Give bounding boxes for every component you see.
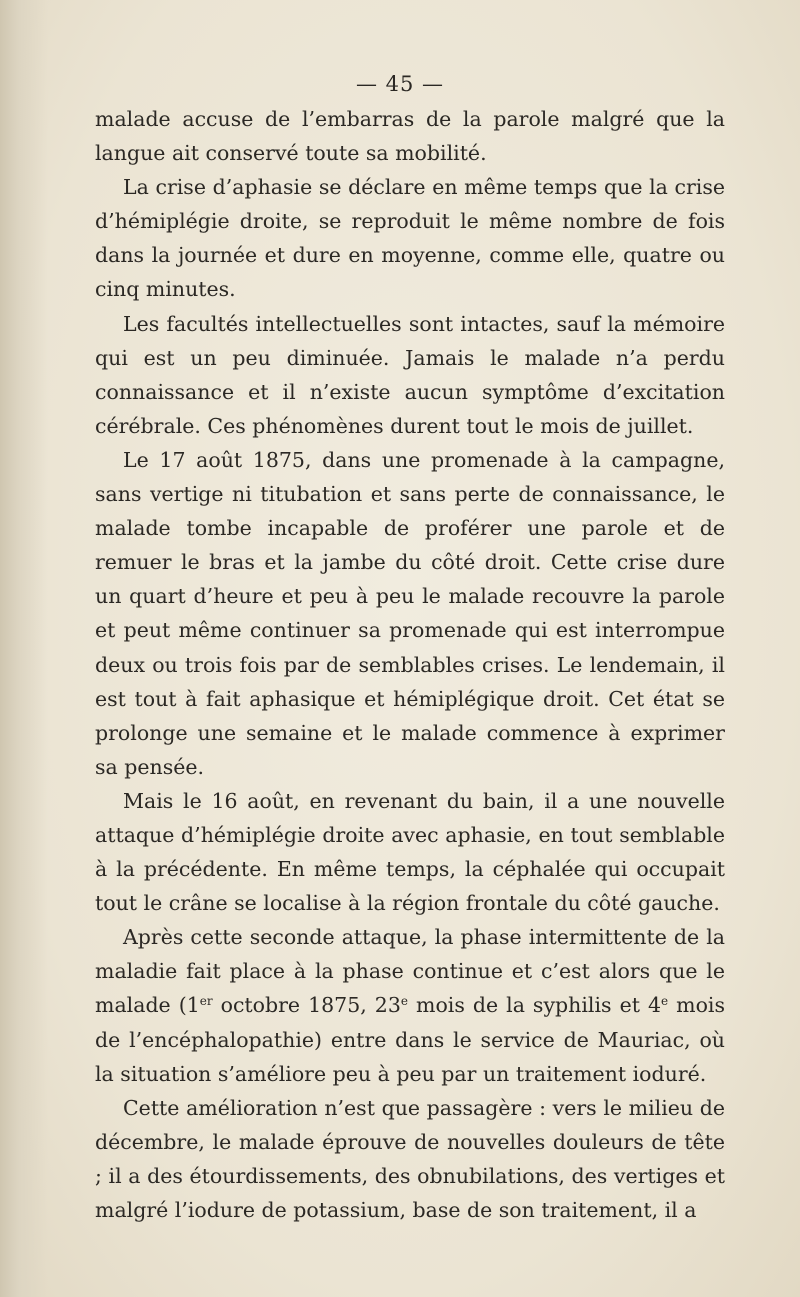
- p6-sup-e1: e: [400, 994, 408, 1009]
- paragraph-intellectual-faculties: Les facultés intellectuelles sont intactes, sauf la mémoire qui est un peu diminuée. Jamais le malade n’a perdu connaissance et il n’existe aucun symptôme d’excitation cérébrale. Ces phénomènes durent tout le mois de juillet.: [95, 311, 725, 438]
- p6-text-c: mois de la syphilis et 4: [407, 993, 661, 1018]
- paragraph-improvement: Cette amélioration n’est que passagère : vers le milieu de décembre, le malade éprouve de nouvelles douleurs de tête ; il a des étourdissements, des obnubilations, des vertiges et malgré l’iodure de potassium, base de son traitement, il a: [95, 1095, 725, 1222]
- paragraph-continuation: malade accuse de l’embarras de la parole malgré que la langue ait conservé toute sa mobilité.: [95, 107, 725, 166]
- p6-sup-er: er: [199, 994, 213, 1009]
- p6-sup-e2: e: [661, 994, 669, 1009]
- page-number: — 45 —: [355, 72, 445, 96]
- p6-text-a: Après cette seconde attaque, la phase intermittente de la maladie fait place à la phase continue et c’est alors que le malade (1: [95, 925, 725, 1018]
- p6-text-b: octobre 1875, 23: [212, 993, 401, 1018]
- paragraph-second-attack: [95, 920, 725, 1090]
- body-text: [95, 102, 725, 1227]
- page-gutter-shadow: [0, 0, 48, 1297]
- p6-text-d: mois de l’encéphalopathie) entre dans le service de Mauriac, où la situation s’améliore peu à peu par un traitement ioduré.: [95, 993, 725, 1086]
- paragraph-aphasia-crisis: La crise d’aphasie se déclare en même temps que la crise d’hémiplégie droite, se reproduit le même nombre de fois dans la journée et dure en moyenne, comme elle, quatre ou cinq minutes.: [95, 175, 725, 302]
- paragraph-august-17: Le 17 août 1875, dans une promenade à la campagne, sans vertige ni titubation et sans perte de connaissance, le malade tombe incapable de proférer une parole et de remuer le bras et la jambe du côté droit. Cette crise dure un quart d’heure et peu à peu le malade recouvre la parole et peut même continuer sa promenade qui est interrompue deux ou trois fois par de semblables crises. Le lendemain, il est tout à fait aphasique et hémiplégique droit. Cet état se prolonge une semaine et le malade commence à exprimer sa pensée.: [95, 447, 725, 779]
- paragraph-august-16: Mais le 16 août, en revenant du bain, il a une nouvelle attaque d’hémiplégie droite avec aphasie, en tout semblable à la précédente. En même temps, la céphalée qui occupait tout le crâne se localise à la région frontale du côté gauche.: [95, 788, 725, 916]
